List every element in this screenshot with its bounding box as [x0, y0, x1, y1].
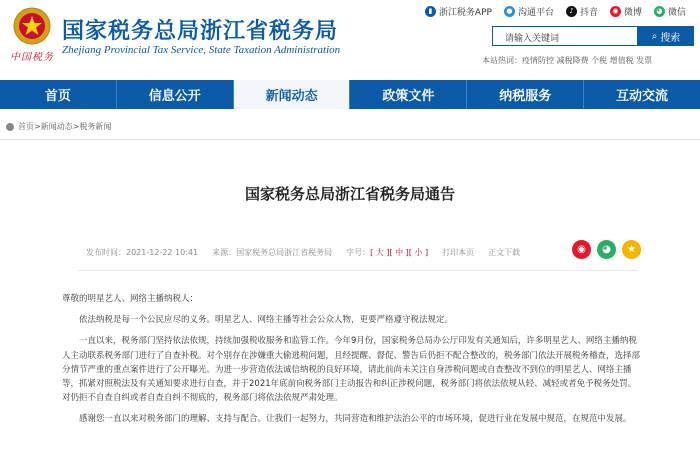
- toplink-weibo[interactable]: [610, 5, 642, 18]
- paragraph: 依法纳税是每一个公民应尽的义务。明星艺人、网络主播等社会公众人物，更要严格遵守税法规定。: [79, 315, 454, 326]
- site-title[interactable]: 国家税务总局浙江省税务局: [62, 19, 339, 44]
- font-size-label: 字号：: [346, 248, 371, 257]
- tax-emblem-icon: [12, 6, 52, 46]
- article-source: 来源：国家税务总局浙江省税务局: [212, 248, 333, 257]
- divider: [0, 139, 700, 140]
- nav-item-news[interactable]: 新闻动态: [234, 80, 351, 109]
- font-size-large[interactable]: [ 大 ]: [370, 248, 390, 257]
- breadcrumb-text[interactable]: 首页>新闻动态>税务新闻: [18, 122, 112, 131]
- download-link[interactable]: 正文下载: [488, 248, 521, 257]
- breadcrumb: [6, 121, 111, 132]
- print-link[interactable]: 打印本页: [442, 248, 475, 257]
- search-icon: ⌕: [651, 30, 658, 42]
- font-size-control: [346, 247, 428, 258]
- phone-icon: ▮: [425, 6, 436, 17]
- toplink-label: 微博: [623, 8, 642, 18]
- hot-words[interactable]: 本站热词：疫情防控 减税降费 个税 增值税 发票: [482, 56, 653, 65]
- toplink-label: 抖音: [579, 8, 598, 18]
- wechat-icon[interactable]: ◕: [597, 240, 616, 259]
- site-subtitle: Zhejiang Provincial Tax Service, State Taxation Administration: [62, 44, 341, 56]
- nav-item-home[interactable]: 首页: [0, 80, 117, 109]
- article-body: [62, 292, 642, 434]
- toplink-app[interactable]: [425, 5, 492, 18]
- paragraph: 一直以来，税务部门坚持依法依规，持续加强税收服务和监管工作。今年9月份，国家税务总局办公厅印发有关通知后，许多明星艺人、网络主播纳税人主动联系税务部门进行了自查补税。对个别存在涉嫌重大偷逃税问题，且经提醒、督促、警告后仍拒不配合整改的，税务部门依法开展税务稽查，选择部分情节严重的重点案件进行了公开曝光。为进一步营造依法诚信纳税的良好环境，请此前尚未关注自身涉税问题或自查整改不到位的明星艺人、网络主播等，抓紧对照税法及有关通知要求进行自查，并于2021年底前向税务部门主动报告和纠正涉税问题，税务部门将依法依规从轻、减轻或者免予税务处罚。对仍拒不自查自纠或者自查自纠不彻底的，税务部门将依法依规严肃处理。: [62, 336, 641, 404]
- main-nav: [0, 80, 700, 109]
- toplink-label: 沟通平台: [517, 8, 554, 18]
- location-icon: [6, 123, 14, 131]
- search-button-label: 搜索: [660, 32, 681, 44]
- article-meta: [86, 247, 520, 258]
- seal-text: 中国税务: [10, 52, 54, 63]
- wechat-icon: ◕: [654, 6, 665, 17]
- nav-item-info[interactable]: 信息公开: [117, 80, 234, 109]
- tiktok-icon: ♪: [566, 6, 577, 17]
- salutation: 尊敬的明星艺人、网络主播纳税人：: [62, 294, 199, 304]
- divider: [78, 270, 638, 271]
- toplink-platform[interactable]: [504, 5, 554, 18]
- search-button[interactable]: [638, 26, 694, 46]
- search-input[interactable]: 请输入关键词: [492, 26, 638, 46]
- font-size-small[interactable]: [ 小 ]: [408, 248, 429, 257]
- nav-item-service[interactable]: 纳税服务: [467, 80, 584, 109]
- article-title: 国家税务总局浙江省税务局通告: [244, 185, 455, 203]
- share-bar: [572, 240, 641, 259]
- toplink-wechat[interactable]: [654, 5, 686, 18]
- toplink-label: 浙江税务APP: [438, 8, 492, 18]
- qzone-icon[interactable]: ★: [622, 240, 641, 259]
- font-size-medium[interactable]: [ 中 ]: [389, 248, 409, 257]
- toplink-tiktok[interactable]: [566, 5, 598, 18]
- site-header: [0, 0, 700, 80]
- publish-time: 发布时间：2021-12-22 10:41: [86, 248, 199, 257]
- weibo-icon: ◉: [610, 6, 621, 17]
- nav-item-policy[interactable]: 政策文件: [350, 80, 467, 109]
- toplink-label: 微信: [667, 8, 686, 18]
- nav-item-interaction[interactable]: 互动交流: [616, 89, 669, 104]
- paragraph: 感谢您一直以来对税务部门的理解、支持与配合。让我们一起努力，共同营造和维护法治公平的市场环境，促进行业在发展中规范，在规范中发展。: [79, 414, 632, 425]
- weibo-icon[interactable]: ◉: [572, 240, 591, 259]
- chat-icon: ●: [504, 6, 515, 17]
- top-links: [425, 5, 686, 18]
